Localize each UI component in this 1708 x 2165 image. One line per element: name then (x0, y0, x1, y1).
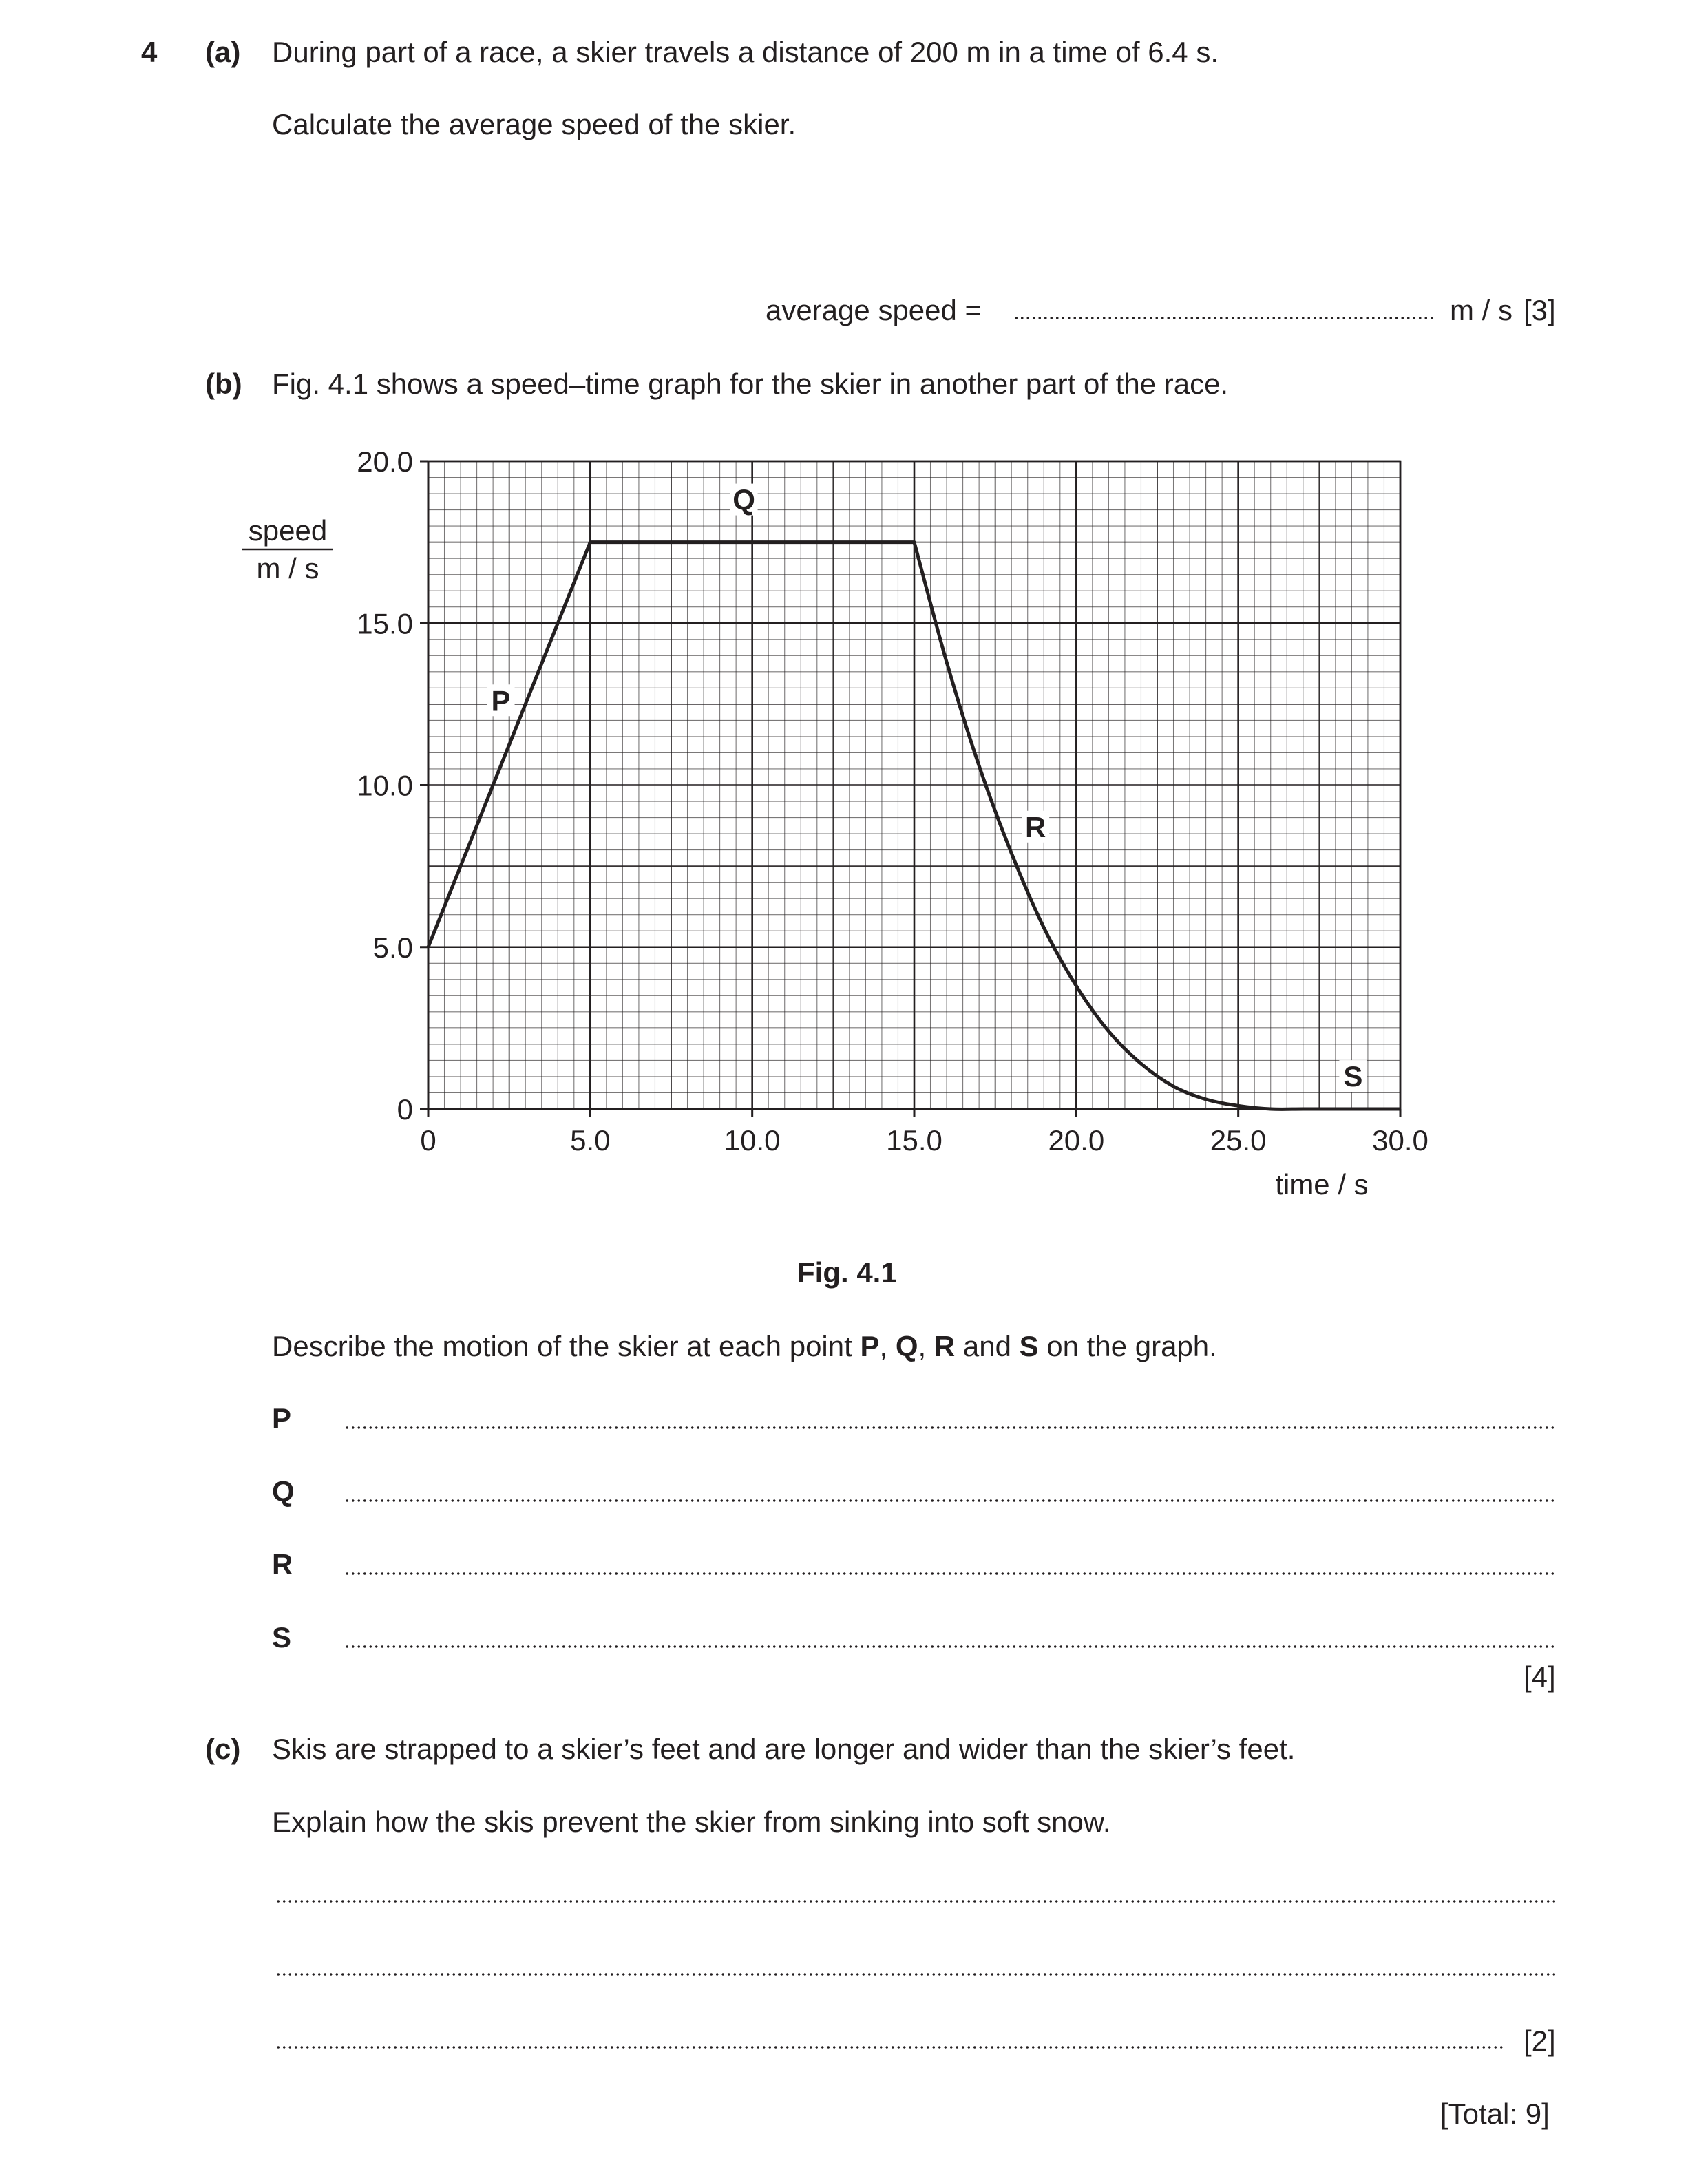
y-axis-label-bottom: m / s (256, 552, 319, 584)
part-c-text: Skis are strapped to a skier’s feet and are longer and wider than the skier’s feet. (272, 1733, 1296, 1765)
answer-label-p: P (272, 1402, 292, 1435)
part-a-marks: [3] (1524, 294, 1556, 326)
point-label-p: P (491, 684, 511, 717)
x-axis-label: time / s (1275, 1168, 1369, 1201)
average-speed-unit: m / s (1450, 294, 1512, 326)
answer-label-r: R (272, 1548, 293, 1581)
part-c-instruction: Explain how the skis prevent the skier from sinking into soft snow. (272, 1806, 1111, 1838)
x-tick-label: 30.0 (1372, 1124, 1428, 1157)
instruction-sep2: , (918, 1330, 934, 1362)
x-tick-label: 25.0 (1210, 1124, 1267, 1157)
instruction-p: P (860, 1330, 880, 1362)
y-tick-label: 5.0 (372, 931, 413, 964)
answer-label-s: S (272, 1621, 292, 1654)
instruction-pre: Describe the motion of the skier at each point (272, 1330, 861, 1362)
instruction-q: Q (895, 1330, 918, 1362)
point-labels (487, 484, 1367, 1092)
y-tick-labels (357, 445, 413, 1126)
tick-marks (420, 461, 1400, 1117)
instruction-post: on the graph. (1038, 1330, 1217, 1362)
y-axis-label-top: speed (248, 514, 328, 547)
x-tick-labels (420, 1124, 1428, 1157)
part-c-label: (c) (205, 1733, 241, 1765)
instruction-s: S (1019, 1330, 1039, 1362)
figure-caption: Fig. 4.1 (797, 1256, 897, 1289)
point-label-q: Q (732, 483, 755, 516)
part-c-marks: [2] (1524, 2025, 1556, 2057)
x-tick-label: 15.0 (886, 1124, 942, 1157)
point-label-r: R (1024, 810, 1046, 843)
average-speed-label: average speed = (766, 294, 982, 326)
answer-label-q: Q (272, 1475, 295, 1508)
answer-line-q[interactable] (344, 1499, 1557, 1502)
instruction-r: R (934, 1330, 956, 1362)
answer-line-s[interactable] (344, 1645, 1557, 1648)
part-b-label: (b) (205, 368, 242, 400)
part-a-instruction: Calculate the average speed of the skier. (272, 108, 797, 140)
answer-line-p[interactable] (344, 1426, 1557, 1429)
x-tick-label: 10.0 (724, 1124, 781, 1157)
part-b-text: Fig. 4.1 shows a speed–time graph for the skier in another part of the race. (272, 368, 1229, 400)
y-tick-label: 0 (397, 1093, 413, 1126)
question-number: 4 (141, 36, 158, 68)
total-marks: [Total: 9] (1440, 2098, 1550, 2130)
part-c-answer-line-3[interactable] (275, 2046, 1505, 2049)
x-tick-label: 5.0 (570, 1124, 611, 1157)
point-label-s: S (1343, 1060, 1363, 1093)
part-b-marks: [4] (1524, 1660, 1556, 1693)
instruction-sep1: , (879, 1330, 896, 1362)
part-a-label: (a) (205, 36, 241, 68)
part-b-instruction (272, 1332, 1217, 1361)
y-tick-label: 10.0 (357, 769, 413, 802)
part-c-answer-line-2[interactable] (275, 1973, 1557, 1976)
answer-line-r[interactable] (344, 1572, 1557, 1575)
y-tick-label: 15.0 (357, 607, 413, 640)
instruction-and: and (955, 1330, 1020, 1362)
part-a-text: During part of a race, a skier travels a distance of 200 m in a time of 6.4 s. (272, 36, 1219, 68)
x-tick-label: 0 (420, 1124, 436, 1157)
part-c-answer-line-1[interactable] (275, 1900, 1557, 1903)
x-tick-label: 20.0 (1048, 1124, 1105, 1157)
y-tick-label: 20.0 (357, 445, 413, 478)
